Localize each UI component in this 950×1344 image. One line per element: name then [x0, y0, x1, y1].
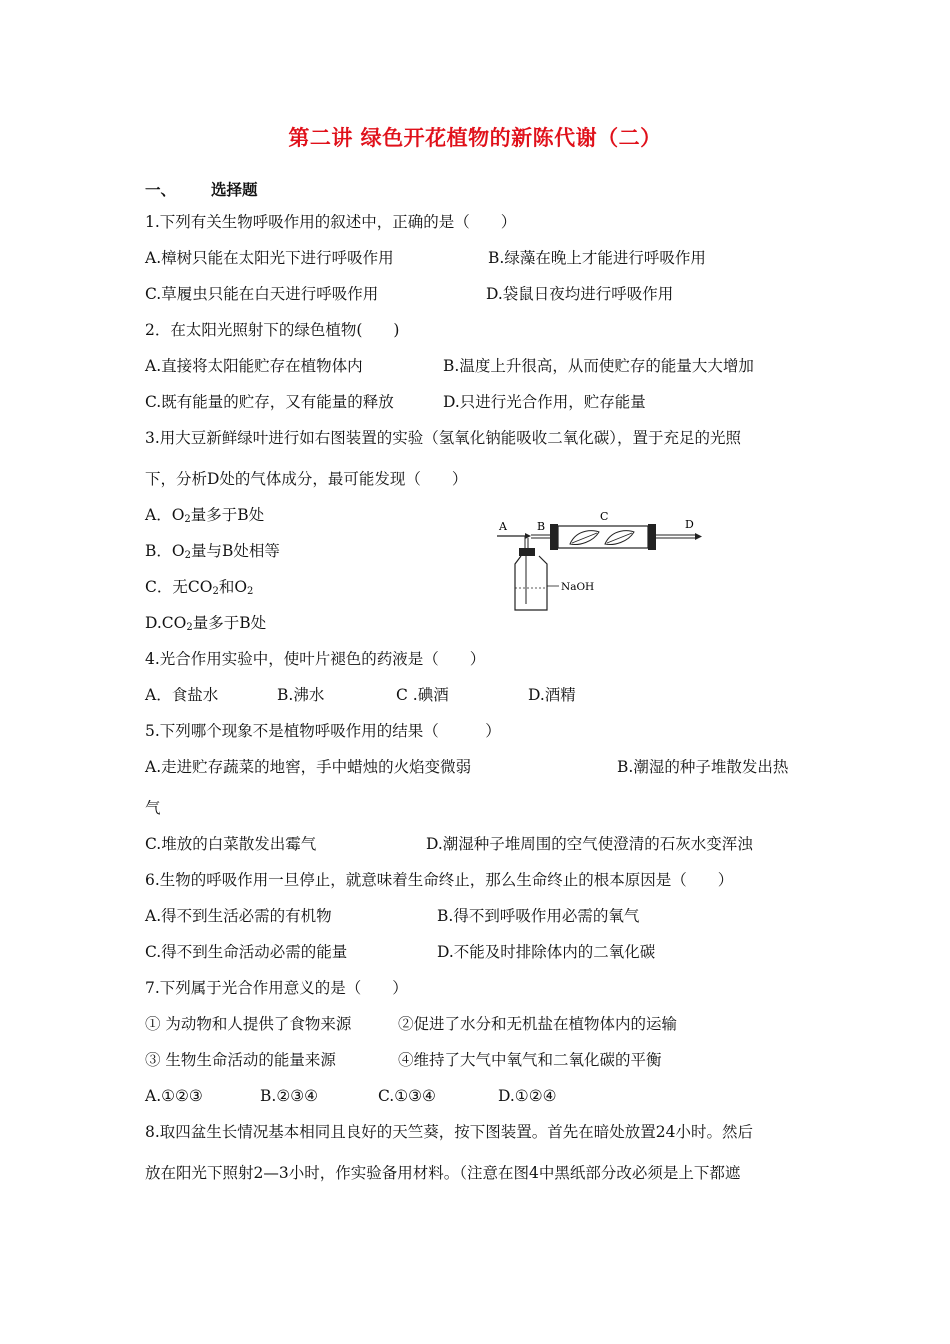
- q2-option-b: B.温度上升很高，从而使贮存的能量大大增加: [443, 357, 754, 375]
- label-b: B: [537, 520, 546, 533]
- q7-option-b: B.②③④: [260, 1087, 319, 1105]
- q7-statement-3: ③ 生物生命活动的能量来源: [145, 1051, 336, 1069]
- q1-option-a: A.樟树只能在太阳光下进行呼吸作用: [145, 249, 394, 267]
- q3-b-sub: 2: [184, 550, 191, 561]
- q3-d-sub: 2: [186, 622, 193, 633]
- q7-option-d: D.①②④: [498, 1087, 557, 1105]
- section-number: 一、: [145, 181, 177, 199]
- q1-option-c: C.草履虫只能在白天进行呼吸作用: [145, 285, 379, 303]
- q6-option-c: C.得不到生命活动必需的能量: [145, 943, 348, 961]
- page-title: 第二讲 绿色开花植物的新陈代谢（二）: [288, 126, 662, 150]
- q3-c-sub: 2: [212, 586, 219, 597]
- q4-option-d: D.酒精: [528, 686, 576, 704]
- right-stopper: [648, 524, 656, 550]
- q3-d-pre: D.CO: [145, 614, 187, 632]
- q3-option-a: [145, 505, 264, 530]
- q6-stem: 6.生物的呼吸作用一旦停止，就意味着生命终止，那么生命终止的根本原因是（ ）: [145, 871, 734, 889]
- q1-option-d: D.袋鼠日夜均进行呼吸作用: [486, 285, 674, 303]
- q3-c-sub2: 2: [247, 586, 254, 597]
- q3-d-post: 量多于B处: [192, 614, 267, 632]
- q2-option-a: A.直接将太阳能贮存在植物体内: [145, 357, 363, 375]
- q3-a-post: 量多于B处: [190, 506, 265, 524]
- q5-option-c: C.堆放的白菜散发出霉气: [145, 835, 317, 853]
- q4-option-c: C .碘酒: [396, 686, 449, 704]
- q5-stem: 5.下列哪个现象不是植物呼吸作用的结果（ ）: [145, 722, 501, 740]
- experiment-apparatus-diagram: [495, 508, 710, 613]
- label-d: D: [685, 518, 694, 531]
- q5-option-b: B.潮湿的种子堆散发出热: [617, 758, 789, 776]
- q1-option-b: B.绿藻在晚上才能进行呼吸作用: [488, 249, 706, 267]
- q4-option-a: A．食盐水: [145, 686, 219, 704]
- q2-option-d: D.只进行光合作用，贮存能量: [443, 393, 646, 411]
- q1-stem: 1.下列有关生物呼吸作用的叙述中，正确的是（ ）: [145, 213, 517, 231]
- section-label: 选择题: [211, 181, 258, 199]
- q3-stem-line2: 下，分析D处的气体成分，最可能发现（ ）: [145, 470, 468, 488]
- q8-line-1: 8.取四盆生长情况基本相同且良好的天竺葵，按下图装置。首先在暗处放置24小时。然后: [145, 1123, 754, 1141]
- q3-c-mid: 和O: [218, 578, 248, 596]
- q7-statement-4: ④维持了大气中氧气和二氧化碳的平衡: [398, 1051, 662, 1069]
- left-stopper: [550, 524, 558, 550]
- q7-option-a: A.①②③: [145, 1087, 203, 1105]
- q6-option-b: B.得不到呼吸作用必需的氧气: [437, 907, 640, 925]
- q3-c-pre: C．无CO: [145, 578, 213, 596]
- q8-line-2: 放在阳光下照射2—3小时，作实验备用材料。（注意在图4中黑纸部分改必须是上下都遮: [145, 1164, 741, 1182]
- q3-b-pre: B．O: [145, 542, 185, 560]
- q2-option-c: C.既有能量的贮存，又有能量的释放: [145, 393, 394, 411]
- q7-stem: 7.下列属于光合作用意义的是（ ）: [145, 979, 408, 997]
- q7-statement-2: ②促进了水分和无机盐在植物体内的运输: [398, 1015, 678, 1033]
- label-naoh: NaOH: [561, 581, 595, 593]
- q5-option-b-continued: 气: [145, 799, 161, 817]
- label-c: C: [600, 510, 609, 523]
- section-heading: [145, 178, 258, 200]
- q6-option-d: D.不能及时排除体内的二氧化碳: [437, 943, 656, 961]
- bottle-stopper: [519, 548, 535, 556]
- q3-option-d: [145, 613, 266, 638]
- q3-b-post: 量与B处相等: [190, 542, 280, 560]
- q6-option-a: A.得不到生活必需的有机物: [145, 907, 332, 925]
- bottle: [515, 556, 547, 610]
- q3-option-b: [145, 541, 280, 566]
- q5-option-d: D.潮湿种子堆周围的空气使澄清的石灰水变浑浊: [426, 835, 753, 853]
- q2-stem: 2．在太阳光照射下的绿色植物( ): [145, 321, 400, 339]
- q4-option-b: B.沸水: [277, 686, 325, 704]
- q4-stem: 4.光合作用实验中，使叶片褪色的药液是（ ）: [145, 650, 486, 668]
- q3-a-sub: 2: [184, 514, 191, 525]
- q3-option-c: [145, 577, 253, 602]
- q5-option-a: A.走进贮存蔬菜的地窖，手中蜡烛的火焰变微弱: [145, 758, 472, 776]
- q7-statement-1: ① 为动物和人提供了食物来源: [145, 1015, 352, 1033]
- q7-option-c: C.①③④: [378, 1087, 436, 1105]
- q3-a-pre: A．O: [145, 506, 185, 524]
- q3-stem-line1: 3.用大豆新鲜绿叶进行如右图装置的实验（氢氧化钠能吸收二氧化碳），置于充足的光照: [145, 429, 742, 447]
- label-a: A: [499, 520, 507, 533]
